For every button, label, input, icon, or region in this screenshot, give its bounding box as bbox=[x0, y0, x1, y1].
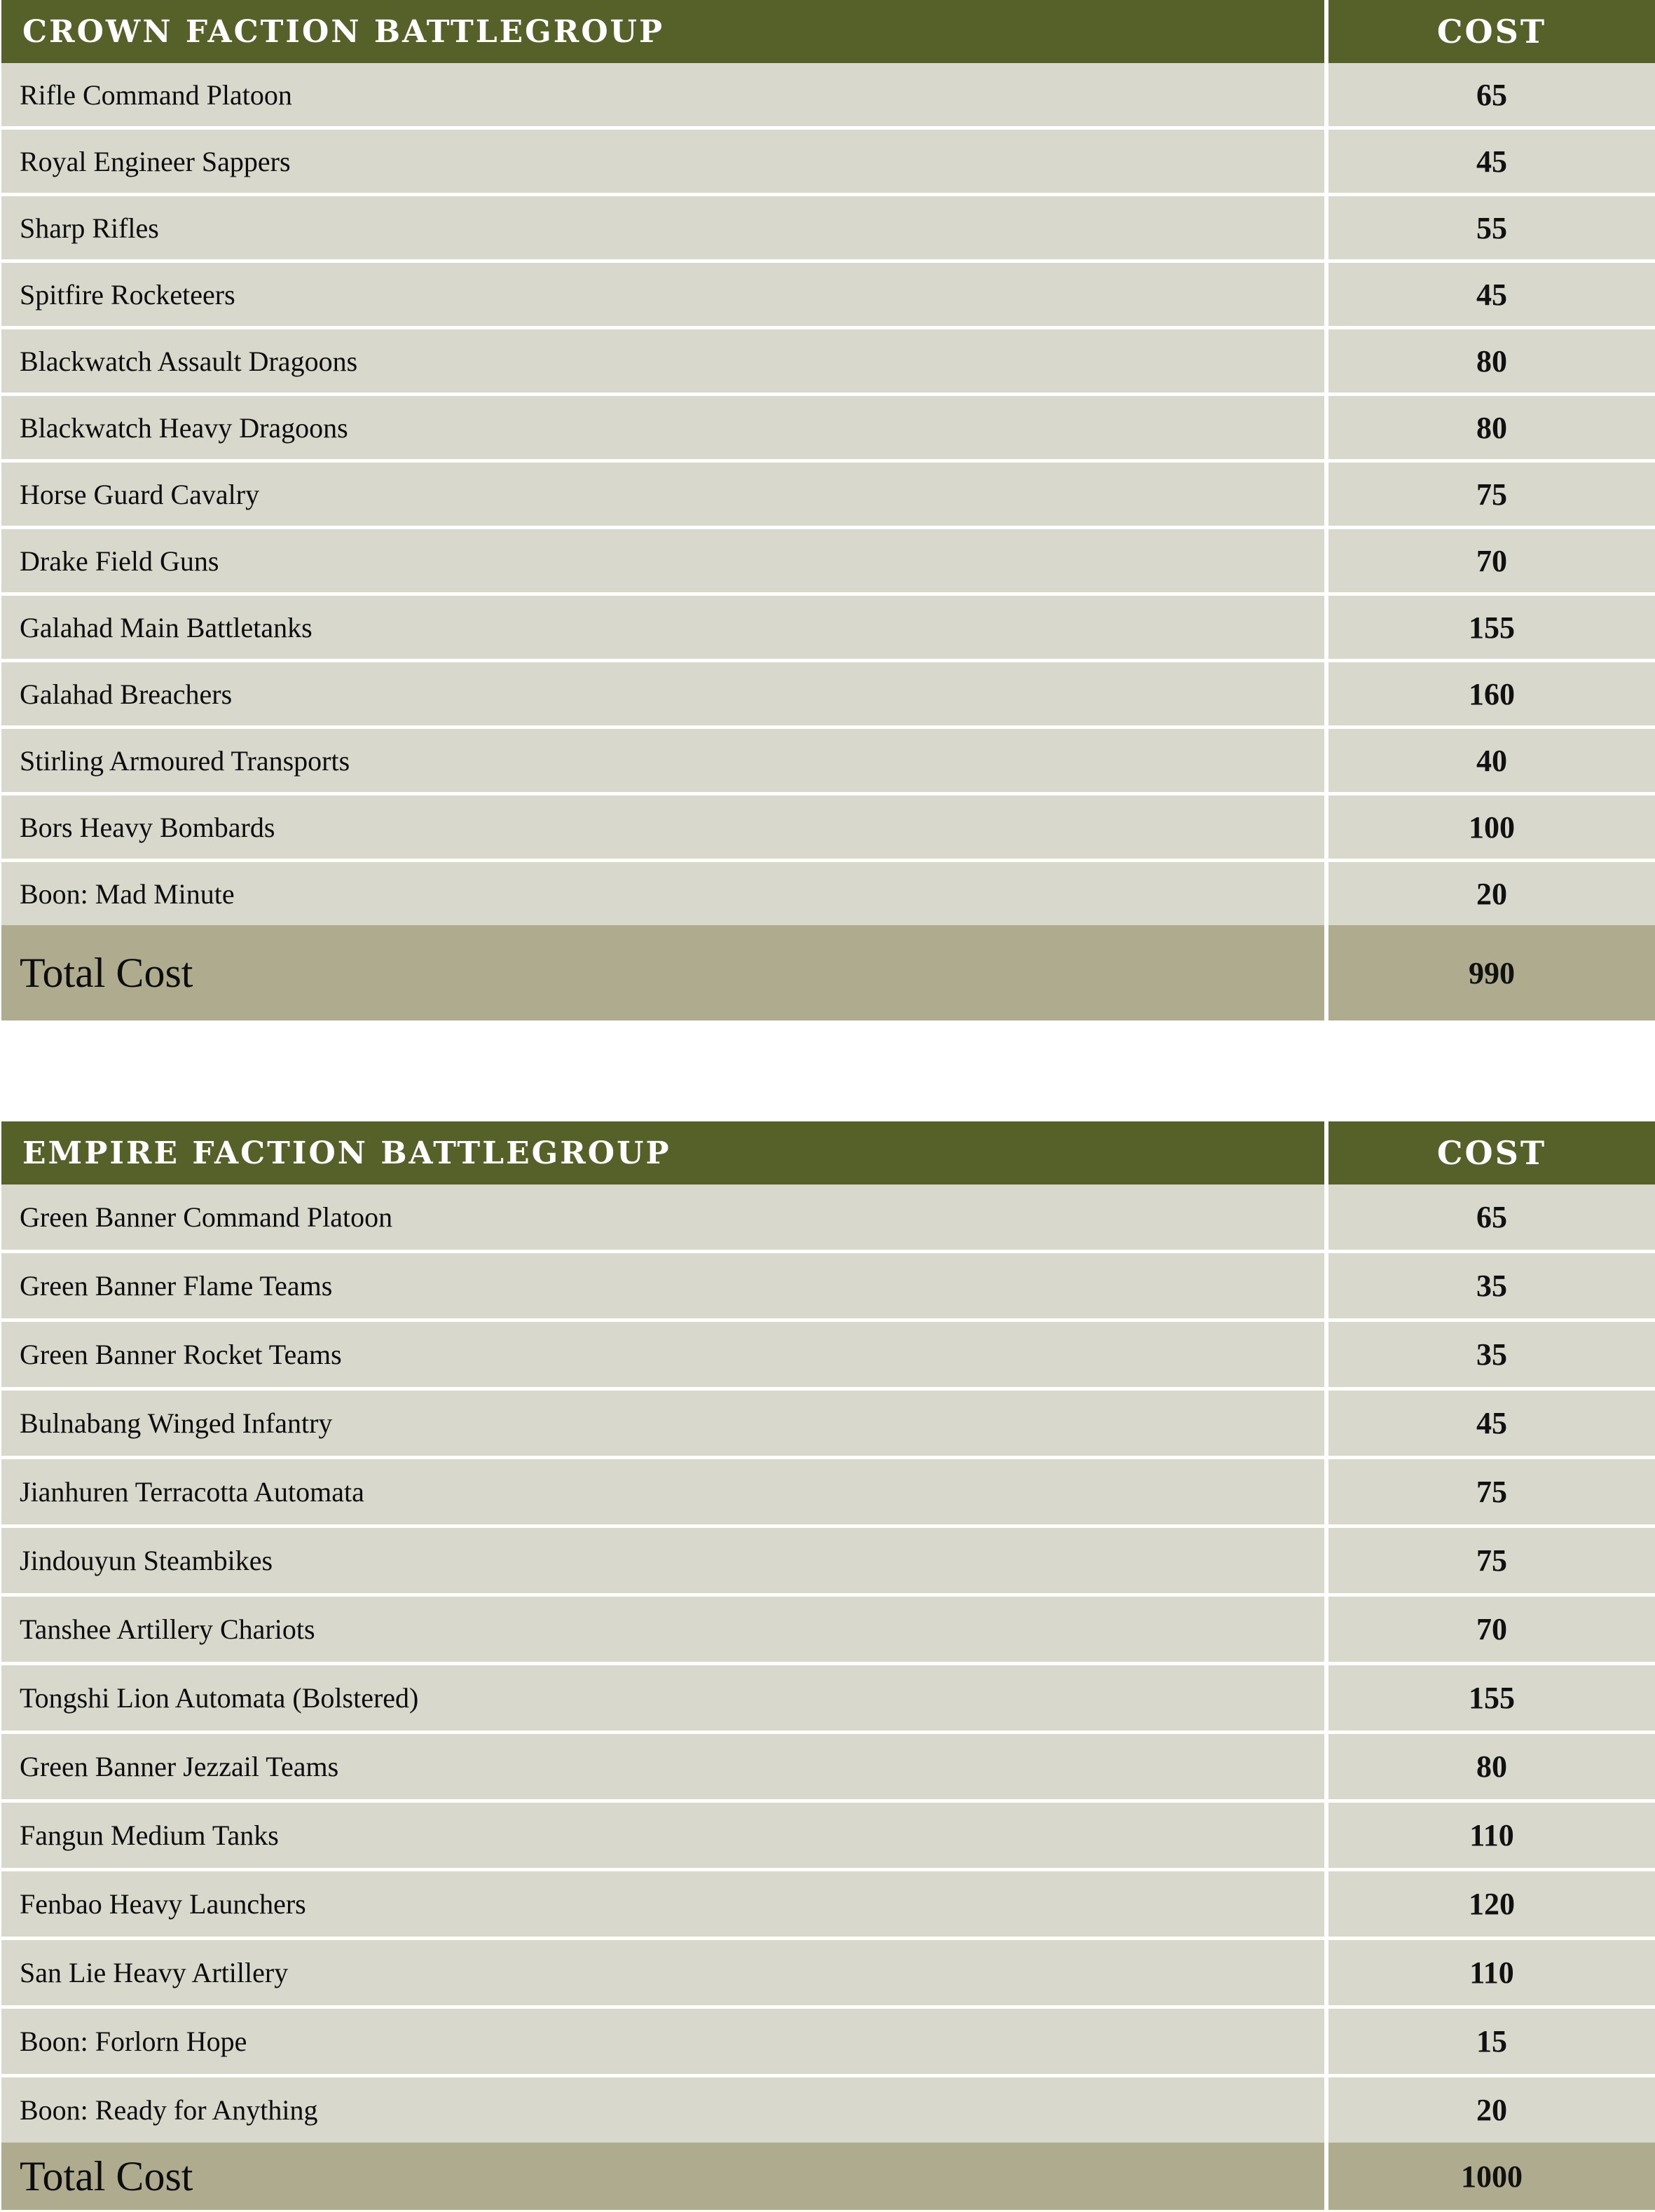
unit-name: San Lie Heavy Artillery bbox=[1, 1940, 1324, 2005]
crown-header-row bbox=[1, 0, 1655, 63]
unit-cost: 75 bbox=[1328, 463, 1655, 526]
unit-name: Bors Heavy Bombards bbox=[1, 796, 1324, 859]
empire-battlegroup-table bbox=[1, 1121, 1655, 2210]
crown-battlegroup-table bbox=[1, 0, 1655, 1020]
unit-name: Rifle Command Platoon bbox=[1, 63, 1324, 126]
table-row bbox=[1, 2009, 1655, 2074]
unit-name: Fangun Medium Tanks bbox=[1, 1803, 1324, 1868]
table-row bbox=[1, 1528, 1655, 1593]
table-row bbox=[1, 1665, 1655, 1730]
unit-cost: 35 bbox=[1328, 1253, 1655, 1318]
unit-name: Boon: Ready for Anything bbox=[1, 2077, 1324, 2143]
empire-items bbox=[1, 1184, 1655, 2143]
table-row bbox=[1, 1184, 1655, 1250]
unit-name: Blackwatch Heavy Dragoons bbox=[1, 396, 1324, 459]
unit-cost: 80 bbox=[1328, 1734, 1655, 1799]
table-row bbox=[1, 196, 1655, 259]
unit-name: Jindouyun Steambikes bbox=[1, 1528, 1324, 1593]
unit-cost: 80 bbox=[1328, 329, 1655, 392]
table-row bbox=[1, 1734, 1655, 1799]
unit-cost: 40 bbox=[1328, 729, 1655, 792]
table-row bbox=[1, 1253, 1655, 1318]
crown-cost-header: COST bbox=[1328, 0, 1655, 63]
unit-cost: 45 bbox=[1328, 130, 1655, 193]
unit-name: Green Banner Flame Teams bbox=[1, 1253, 1324, 1318]
table-row bbox=[1, 1871, 1655, 1937]
unit-cost: 160 bbox=[1328, 662, 1655, 725]
unit-cost: 75 bbox=[1328, 1528, 1655, 1593]
unit-cost: 155 bbox=[1328, 596, 1655, 659]
unit-name: Green Banner Command Platoon bbox=[1, 1184, 1324, 1250]
total-cost-value: 990 bbox=[1328, 925, 1655, 1020]
table-row bbox=[1, 263, 1655, 326]
unit-name: Boon: Mad Minute bbox=[1, 862, 1324, 925]
crown-total-row bbox=[1, 925, 1655, 1020]
table-row bbox=[1, 329, 1655, 392]
table-row bbox=[1, 130, 1655, 193]
unit-name: Bulnabang Winged Infantry bbox=[1, 1391, 1324, 1456]
table-row bbox=[1, 596, 1655, 659]
empire-total-row bbox=[1, 2143, 1655, 2210]
unit-cost: 80 bbox=[1328, 396, 1655, 459]
unit-name: Drake Field Guns bbox=[1, 529, 1324, 592]
unit-cost: 70 bbox=[1328, 529, 1655, 592]
unit-name: Tongshi Lion Automata (Bolstered) bbox=[1, 1665, 1324, 1730]
table-row bbox=[1, 529, 1655, 592]
table-row bbox=[1, 1459, 1655, 1524]
unit-name: Green Banner Rocket Teams bbox=[1, 1322, 1324, 1387]
unit-name: Spitfire Rocketeers bbox=[1, 263, 1324, 326]
table-row bbox=[1, 1322, 1655, 1387]
unit-cost: 120 bbox=[1328, 1871, 1655, 1937]
unit-name: Green Banner Jezzail Teams bbox=[1, 1734, 1324, 1799]
unit-cost: 155 bbox=[1328, 1665, 1655, 1730]
table-row bbox=[1, 862, 1655, 925]
empire-table-title: EMPIRE FACTION BATTLEGROUP bbox=[1, 1121, 1324, 1184]
total-cost-label: Total Cost bbox=[1, 2143, 1324, 2210]
table-row bbox=[1, 729, 1655, 792]
table-row bbox=[1, 1597, 1655, 1662]
unit-name: Blackwatch Assault Dragoons bbox=[1, 329, 1324, 392]
unit-cost: 75 bbox=[1328, 1459, 1655, 1524]
unit-name: Tanshee Artillery Chariots bbox=[1, 1597, 1324, 1662]
unit-cost: 45 bbox=[1328, 263, 1655, 326]
unit-cost: 110 bbox=[1328, 1803, 1655, 1868]
table-row bbox=[1, 463, 1655, 526]
crown-items bbox=[1, 63, 1655, 925]
unit-name: Stirling Armoured Transports bbox=[1, 729, 1324, 792]
unit-cost: 20 bbox=[1328, 2077, 1655, 2143]
table-row bbox=[1, 2077, 1655, 2143]
unit-name: Horse Guard Cavalry bbox=[1, 463, 1324, 526]
unit-name: Fenbao Heavy Launchers bbox=[1, 1871, 1324, 1937]
table-row bbox=[1, 63, 1655, 126]
unit-cost: 65 bbox=[1328, 1184, 1655, 1250]
table-row bbox=[1, 1940, 1655, 2005]
table-row bbox=[1, 796, 1655, 859]
total-cost-label: Total Cost bbox=[1, 925, 1324, 1020]
table-row bbox=[1, 396, 1655, 459]
unit-cost: 45 bbox=[1328, 1391, 1655, 1456]
empire-cost-header: COST bbox=[1328, 1121, 1655, 1184]
table-row bbox=[1, 662, 1655, 725]
unit-cost: 20 bbox=[1328, 862, 1655, 925]
unit-cost: 55 bbox=[1328, 196, 1655, 259]
unit-cost: 70 bbox=[1328, 1597, 1655, 1662]
unit-name: Sharp Rifles bbox=[1, 196, 1324, 259]
crown-table-title: CROWN FACTION BATTLEGROUP bbox=[1, 0, 1324, 63]
unit-cost: 15 bbox=[1328, 2009, 1655, 2074]
unit-name: Royal Engineer Sappers bbox=[1, 130, 1324, 193]
unit-name: Jianhuren Terracotta Automata bbox=[1, 1459, 1324, 1524]
table-row bbox=[1, 1391, 1655, 1456]
total-cost-value: 1000 bbox=[1328, 2143, 1655, 2210]
unit-cost: 110 bbox=[1328, 1940, 1655, 2005]
unit-cost: 35 bbox=[1328, 1322, 1655, 1387]
unit-cost: 65 bbox=[1328, 63, 1655, 126]
unit-cost: 100 bbox=[1328, 796, 1655, 859]
table-row bbox=[1, 1803, 1655, 1868]
unit-name: Galahad Breachers bbox=[1, 662, 1324, 725]
empire-header-row bbox=[1, 1121, 1655, 1184]
unit-name: Galahad Main Battletanks bbox=[1, 596, 1324, 659]
unit-name: Boon: Forlorn Hope bbox=[1, 2009, 1324, 2074]
